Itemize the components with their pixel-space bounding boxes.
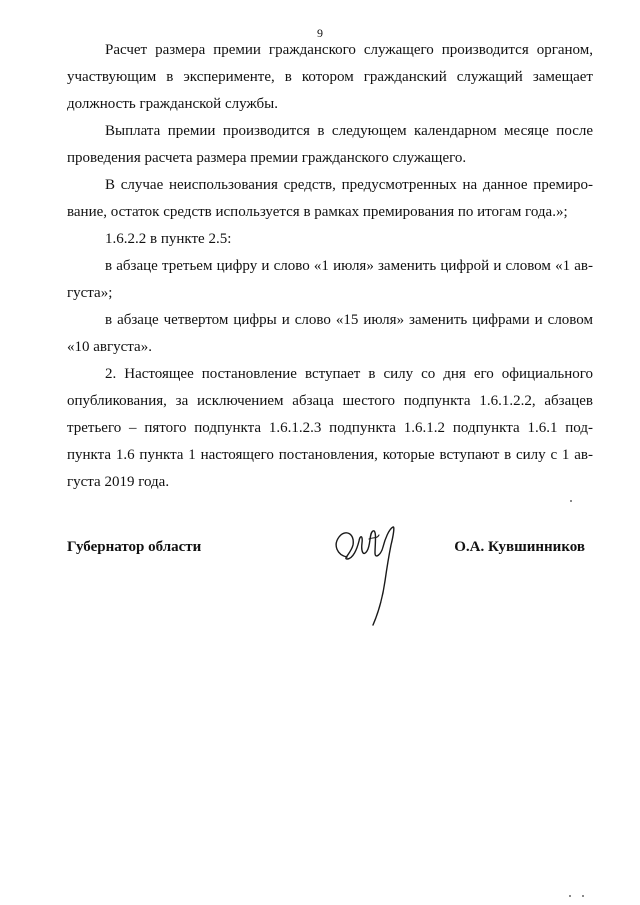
paragraph-entry-into-force: 2. Настоящее постановление вступает в силу со дня его официального опубликования, за исключением абзаца шестого подпункта 1.6.1.2.2, абзацев третьего – пятого подпункта 1.6.1.2.3 подпункта 1.6.1.2 подпункта 1.6.1 подпункта 1.6 пункта 1 настоящего постановления, которые вступают в силу с 1 августа 2019 года. [67, 366, 593, 490]
scan-dot [582, 895, 584, 897]
paragraph-fourth-abzac: в абзаце четвертом цифры и слово «15 июля» заменить цифрами и словом «10 августа». [67, 312, 593, 355]
paragraph-unused-funds: В случае неиспользования средств, предусмотренных на данное премирование, остаток средств используется в рамках премирования по итогам года.»; [67, 177, 593, 220]
scan-dot [570, 500, 572, 502]
handwritten-signature [329, 515, 409, 630]
signatory-name: О.А. Кувшинников [454, 539, 585, 555]
signatory-title: Губернатор области [67, 539, 202, 555]
document-body [67, 37, 593, 496]
signature-block [67, 515, 593, 635]
paragraph-third-abzac: в абзаце третьем цифру и слово «1 июля» заменить цифрой и словом «1 августа»; [67, 258, 593, 301]
page-number: 9 [317, 26, 323, 40]
paragraph-premium-payment: Выплата премии производится в следующем календарном месяце после проведения расчета размера премии гражданского служащего. [67, 123, 593, 166]
paragraph-subitem-1-6-2-2: 1.6.2.2 в пункте 2.5: [105, 231, 232, 247]
scan-dot [569, 895, 571, 897]
paragraph-premium-calculation: Расчет размера премии гражданского служащего производится органом, участвующим в эксперименте, в котором гражданский служащий замещает должность гражданской службы. [67, 42, 593, 112]
